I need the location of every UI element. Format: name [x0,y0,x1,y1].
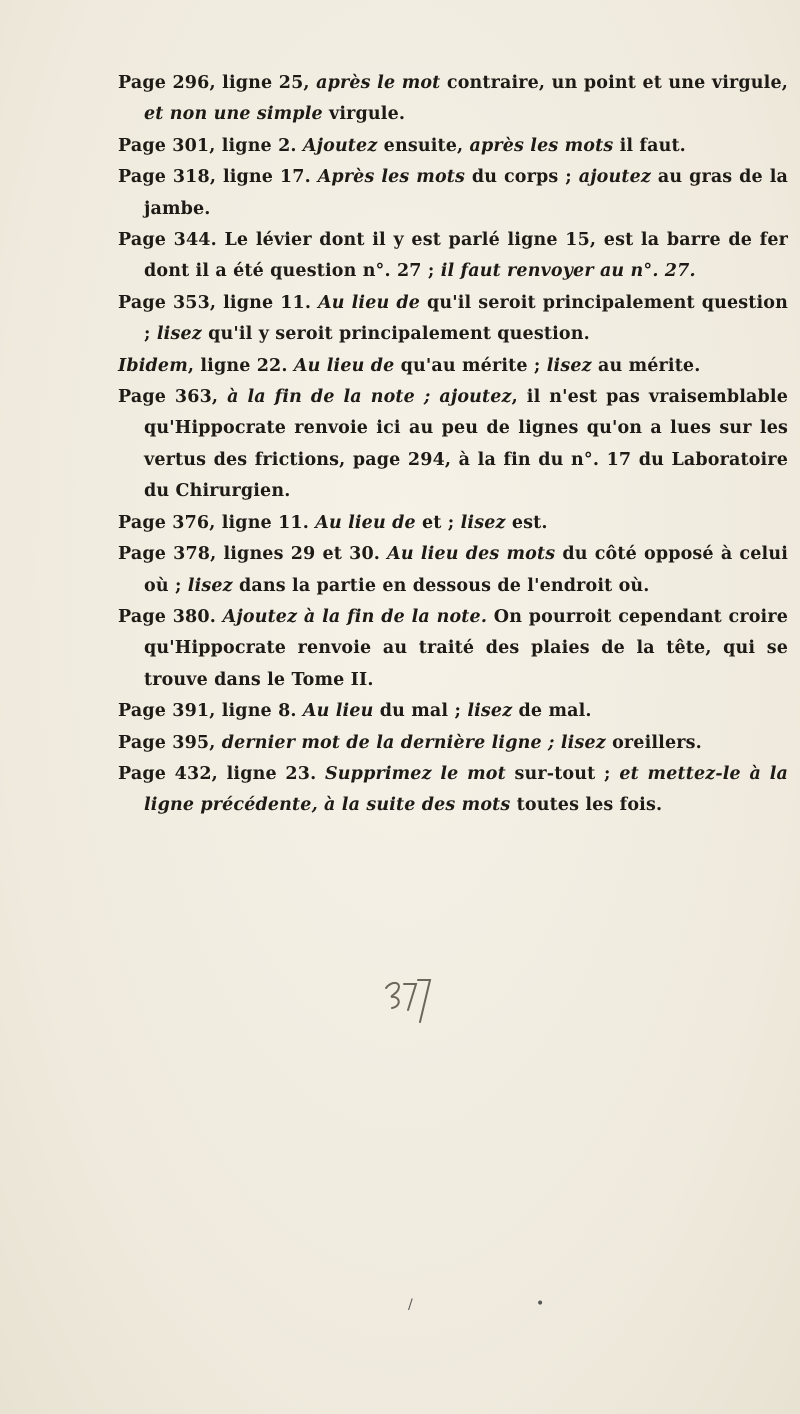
italic-text: lisez [467,701,513,722]
entry-text: Page 432, ligne 23. [118,763,326,784]
entry-text: au mérite. [591,355,701,376]
italic-text: Supprimez le mot [325,763,506,784]
italic-text: Ajoutez [302,135,378,156]
errata-entry [118,68,788,131]
italic-text: après le mot [316,73,441,93]
entry-text: On pourroit cependant croire qu'Hippocrate renvoie au traité des plaies de la tête, qui se trouve dans le Tome II. [144,606,788,690]
italic-text: lisez [460,512,506,533]
italic-text: Au lieu [302,701,374,722]
italic-text: lisez [187,575,233,596]
entry-text: toutes les fois. [510,795,663,816]
italic-text: Après les mots [317,167,465,188]
entry-text: qu'il y seroit principalement question. [201,324,590,345]
entry-text: Page 378, lignes 29 et 30. [118,544,388,565]
italic-text: Au lieu de [293,355,395,376]
entry-text: , ligne 22. [187,355,294,376]
entry-text: Page 353, ligne 11. [118,292,319,313]
entry-text: qu'au mérite ; [394,355,547,376]
entry-text: dans la partie en dessous de l'endroit où. [232,575,650,596]
entry-text: Page 363, [118,387,228,408]
italic-text: Ajoutez à la fin de la note. [222,606,488,627]
italic-text: lisez [156,324,202,345]
italic-text: Au lieu des mots [387,544,556,565]
errata-entry [118,288,788,351]
entry-text: Page 395, [118,732,222,753]
italic-text: dernier mot de la dernière ligne ; lisez [221,732,606,753]
italic-text: à la fin de la note ; ajoutez [227,387,512,408]
errata-entry [118,508,788,539]
errata-entry [118,759,788,822]
italic-text: et non une simple [144,104,323,125]
entry-text: de mal. [512,701,592,722]
stray-mark: / [408,1297,413,1313]
handwritten-folio-number [380,970,440,1030]
entry-text: au gras de la jambe. [144,167,788,219]
entry-text: sur-tout ; [505,763,620,784]
entry-text: Page 380. [118,606,223,627]
italic-text: ajoutez [578,167,651,188]
stray-mark: • [536,1296,545,1312]
italic-text: il faut renvoyer au n°. 27. [440,261,696,282]
errata-entry [118,382,788,508]
entry-text: Page 344. Le lévier dont il y est parlé ligne 15, est la barre de fer dont il a été question n°. 27 ; [118,230,788,282]
errata-entry [118,602,788,696]
entry-text: Page 318, ligne 17. [118,167,318,188]
entry-text: Page 301, ligne 2. [118,135,303,156]
entry-text: oreillers. [605,732,702,753]
entry-text: qu'il seroit principalement question ; [144,292,788,345]
italic-text: après les mots [469,135,614,156]
errata-entry [118,351,788,382]
errata-entry [118,539,788,602]
entry-text: du mal ; [373,701,468,722]
italic-text: Au lieu de [315,512,416,533]
errata-entry [118,728,788,759]
entry-text: du côté opposé à celui où ; [144,544,788,596]
errata-entry [118,162,788,225]
entry-text: Page 391, ligne 8. [118,701,303,722]
errata-entry [118,696,788,727]
errata-entry [118,131,788,162]
entry-text: il faut. [613,135,686,156]
italic-text: lisez [546,355,592,376]
entry-text: virgule. [322,104,406,125]
entry-text: ensuite, [377,135,470,156]
errata-entry [118,225,788,288]
italic-text: et mettez-le à la ligne précédente, à la suite des mots [144,763,788,816]
italic-text: Ibidem [118,355,188,376]
entry-text: , il n'est pas vraisemblable qu'Hippocrate renvoie ici au peu de lignes qu'on a lues sur les vertus des frictions, page 294, à la fin du n°. 17 du Laboratoire du Chirurgien. [144,387,788,502]
entry-text: et ; [415,512,461,533]
entry-text: Page 296, ligne 25, [118,73,317,93]
italic-text: Au lieu de [318,292,420,313]
entry-text: contraire, un point et une virgule, [440,73,788,93]
entry-text: est. [505,512,548,533]
errata-list [118,68,788,822]
entry-text: Page 376, ligne 11. [118,512,316,533]
entry-text: du corps ; [465,167,579,188]
